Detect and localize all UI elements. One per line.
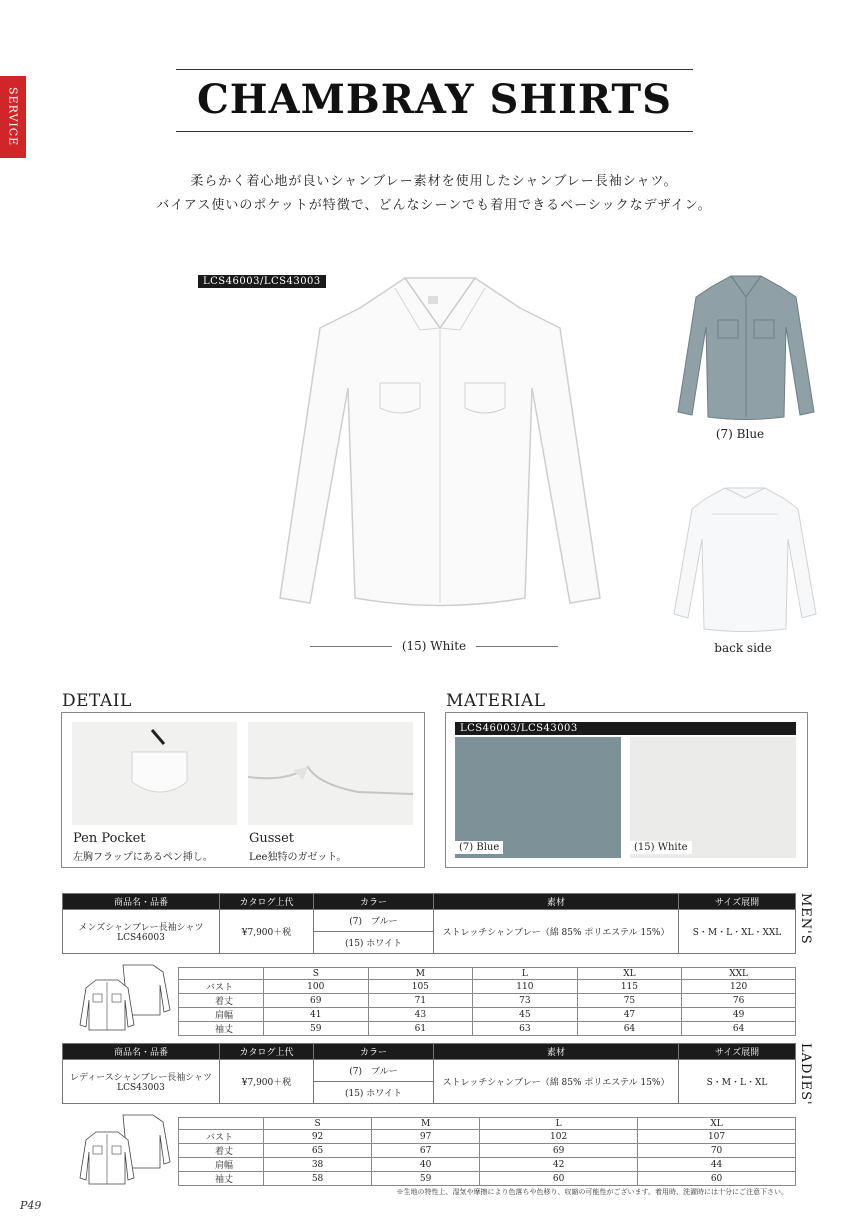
mens-cell: 71 bbox=[368, 994, 473, 1008]
white-swatch bbox=[630, 737, 796, 858]
ladies-row-label: 着丈 bbox=[179, 1144, 264, 1158]
ladies-cell: 65 bbox=[264, 1144, 372, 1158]
ladies-row-label: 袖丈 bbox=[179, 1172, 264, 1186]
mens-label: MEN'S bbox=[798, 893, 813, 945]
mens-product-cell bbox=[63, 910, 220, 954]
mens-price: ¥7,900＋税 bbox=[220, 910, 314, 954]
mens-cell: 105 bbox=[368, 980, 473, 994]
header-material: 素材 bbox=[434, 1044, 679, 1060]
mens-row-label: バスト bbox=[179, 980, 264, 994]
ladies-size-table bbox=[178, 1117, 796, 1186]
mens-name: メンズシャンブレー長袖シャツ bbox=[78, 923, 204, 933]
ladies-cell: 38 bbox=[264, 1158, 372, 1172]
ladies-cell: 60 bbox=[638, 1172, 796, 1186]
ladies-cell: 59 bbox=[372, 1172, 480, 1186]
mens-cell: 120 bbox=[682, 980, 796, 994]
material-heading: MATERIAL bbox=[446, 691, 546, 711]
blue-swatch-label: (7) Blue bbox=[455, 841, 503, 854]
ladies-cell: 67 bbox=[372, 1144, 480, 1158]
mens-cell: 115 bbox=[577, 980, 682, 994]
ladies-cell: 97 bbox=[372, 1130, 480, 1144]
mens-cell: 41 bbox=[264, 1008, 369, 1022]
mens-size-col: M bbox=[368, 968, 473, 980]
mens-size-col: S bbox=[264, 968, 369, 980]
ladies-cell: 92 bbox=[264, 1130, 372, 1144]
mens-color-blue: (7) ブルー bbox=[314, 910, 434, 932]
ladies-cell: 60 bbox=[480, 1172, 638, 1186]
header-price: カタログ上代 bbox=[220, 894, 314, 910]
ladies-size-corner bbox=[179, 1118, 264, 1130]
white-shirt-image bbox=[270, 268, 610, 620]
section-tab: SERVICE bbox=[0, 76, 26, 158]
pen-pocket-title: Pen Pocket bbox=[73, 831, 146, 846]
white-swatch-label: (15) White bbox=[630, 841, 692, 854]
header-product: 商品名・品番 bbox=[63, 894, 220, 910]
header-material: 素材 bbox=[434, 894, 679, 910]
mens-size-table bbox=[178, 967, 796, 1036]
blue-caption: (7) Blue bbox=[715, 427, 765, 441]
ladies-product-cell bbox=[63, 1060, 220, 1104]
mens-cell: 75 bbox=[577, 994, 682, 1008]
gusset-photo bbox=[248, 722, 413, 825]
mens-cell: 100 bbox=[264, 980, 369, 994]
caption-rule-left bbox=[310, 646, 392, 647]
mens-cell: 64 bbox=[577, 1022, 682, 1036]
pen-pocket-photo bbox=[72, 722, 237, 825]
ladies-name: レディースシャンブレー長袖シャツ bbox=[69, 1073, 213, 1083]
ladies-color-white: (15) ホワイト bbox=[314, 1082, 434, 1104]
intro-line-1: 柔らかく着心地が良いシャンブレー素材を使用したシャンブレー長袖シャツ。 bbox=[190, 174, 678, 189]
back-side-image bbox=[670, 484, 818, 634]
mens-row-label: 肩幅 bbox=[179, 1008, 264, 1022]
mens-spec-table bbox=[62, 893, 796, 954]
page-number: P49 bbox=[20, 1199, 42, 1212]
ladies-sizes: S・M・L・XL bbox=[679, 1060, 796, 1104]
blue-swatch bbox=[455, 737, 621, 858]
ladies-color-blue: (7) ブルー bbox=[314, 1060, 434, 1082]
intro-line-2: バイアス使いのポケットが特徴で、どんなシーンでも着用できるベーシックなデザイン。 bbox=[156, 198, 712, 213]
blue-shirt-image bbox=[676, 272, 816, 420]
mens-row-label: 着丈 bbox=[179, 994, 264, 1008]
header-color: カラー bbox=[314, 894, 434, 910]
detail-heading: DETAIL bbox=[62, 691, 132, 711]
ladies-price: ¥7,900＋税 bbox=[220, 1060, 314, 1104]
mens-cell: 69 bbox=[264, 994, 369, 1008]
header-color: カラー bbox=[314, 1044, 434, 1060]
gusset-desc: Lee独特のガゼット。 bbox=[249, 852, 347, 863]
ladies-row-label: 肩幅 bbox=[179, 1158, 264, 1172]
material-code-bar: LCS46003/LCS43003 bbox=[455, 722, 796, 735]
white-caption: (15) White bbox=[401, 639, 467, 653]
ladies-row-label: バスト bbox=[179, 1130, 264, 1144]
mens-size-col: XL bbox=[577, 968, 682, 980]
footnote: ※生地の特性上、湿気や摩擦により色落ちや色移り、収縮の可能性がございます。着用時、洗濯時には十分にご注意下さい。 bbox=[396, 1188, 788, 1196]
ladies-label: LADIES' bbox=[798, 1043, 813, 1106]
page-title: CHAMBRAY SHIRTS bbox=[196, 76, 673, 123]
ladies-size-col: L bbox=[480, 1118, 638, 1130]
mens-cell: 59 bbox=[264, 1022, 369, 1036]
mens-cell: 43 bbox=[368, 1008, 473, 1022]
ladies-cell: 44 bbox=[638, 1158, 796, 1172]
ladies-cell: 107 bbox=[638, 1130, 796, 1144]
back-side-caption: back side bbox=[714, 641, 772, 655]
ladies-cell: 102 bbox=[480, 1130, 638, 1144]
product-code-tag: LCS46003/LCS43003 bbox=[198, 275, 326, 288]
ladies-size-diagram-icon bbox=[78, 1110, 172, 1186]
ladies-cell: 42 bbox=[480, 1158, 638, 1172]
mens-sizes: S・M・L・XL・XXL bbox=[679, 910, 796, 954]
mens-code: LCS46003 bbox=[117, 933, 165, 943]
mens-size-col: XXL bbox=[682, 968, 796, 980]
mens-cell: 47 bbox=[577, 1008, 682, 1022]
ladies-material: ストレッチシャンブレー（綿 85% ポリエステル 15%） bbox=[434, 1060, 679, 1104]
ladies-cell: 40 bbox=[372, 1158, 480, 1172]
header-price: カタログ上代 bbox=[220, 1044, 314, 1060]
mens-cell: 73 bbox=[473, 994, 578, 1008]
mens-cell: 64 bbox=[682, 1022, 796, 1036]
mens-cell: 45 bbox=[473, 1008, 578, 1022]
ladies-cell: 70 bbox=[638, 1144, 796, 1158]
ladies-size-col: XL bbox=[638, 1118, 796, 1130]
caption-rule-right bbox=[476, 646, 558, 647]
ladies-spec-table bbox=[62, 1043, 796, 1104]
mens-size-corner bbox=[179, 968, 264, 980]
ladies-cell: 58 bbox=[264, 1172, 372, 1186]
mens-color-white: (15) ホワイト bbox=[314, 932, 434, 954]
mens-row-label: 袖丈 bbox=[179, 1022, 264, 1036]
header-sizes: サイズ展開 bbox=[679, 894, 796, 910]
title-rule-top bbox=[176, 69, 693, 70]
mens-cell: 61 bbox=[368, 1022, 473, 1036]
mens-material: ストレッチシャンブレー（綿 85% ポリエステル 15%） bbox=[434, 910, 679, 954]
mens-size-diagram-icon bbox=[78, 960, 172, 1032]
header-product: 商品名・品番 bbox=[63, 1044, 220, 1060]
header-sizes: サイズ展開 bbox=[679, 1044, 796, 1060]
gusset-title: Gusset bbox=[249, 831, 295, 846]
mens-size-col: L bbox=[473, 968, 578, 980]
mens-cell: 76 bbox=[682, 994, 796, 1008]
mens-cell: 110 bbox=[473, 980, 578, 994]
mens-cell: 63 bbox=[473, 1022, 578, 1036]
pen-pocket-desc: 左胸フラップにあるペン挿し。 bbox=[73, 852, 213, 863]
ladies-code: LCS43003 bbox=[117, 1083, 165, 1093]
title-rule-bottom bbox=[176, 131, 693, 132]
ladies-size-col: S bbox=[264, 1118, 372, 1130]
mens-cell: 49 bbox=[682, 1008, 796, 1022]
ladies-cell: 69 bbox=[480, 1144, 638, 1158]
ladies-size-col: M bbox=[372, 1118, 480, 1130]
